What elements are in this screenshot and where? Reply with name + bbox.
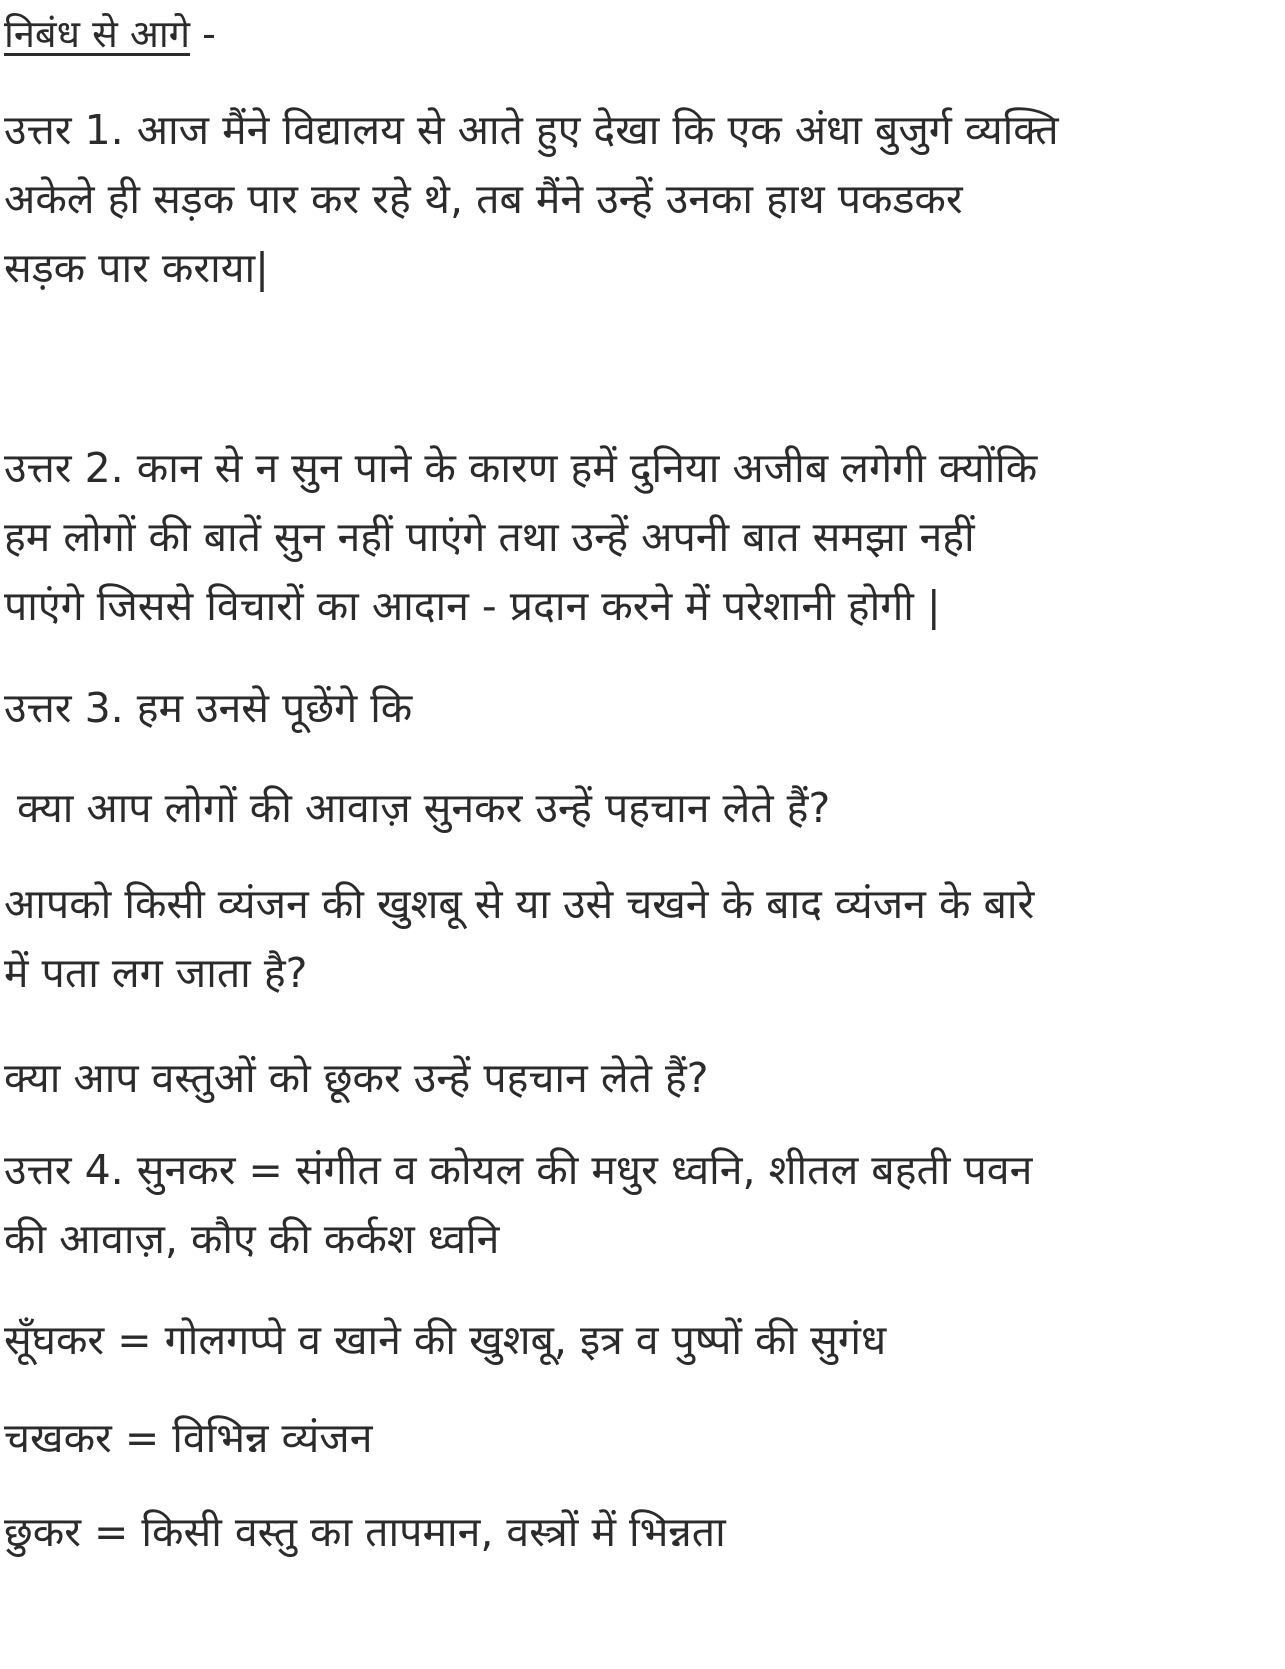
answer-3-intro bbox=[4, 674, 412, 743]
answer-3-intro-line: उत्तर 3. हम उनसे पूछेंगे कि bbox=[4, 684, 413, 732]
answer-4-tasting-line: चखकर = विभिन्न व्यंजन bbox=[4, 1414, 373, 1462]
answer-1 bbox=[4, 96, 1059, 303]
answer-4-touching bbox=[4, 1498, 726, 1567]
answer-3-question-2 bbox=[4, 870, 1034, 1008]
answer-4-tasting bbox=[4, 1404, 373, 1473]
answer-2-line-3: पाएंगे जिससे विचारों का आदान - प्रदान करने में परेशानी होगी | bbox=[4, 582, 941, 630]
answer-3-question-1 bbox=[4, 774, 830, 843]
answer-1-line-3: सड़क पार कराया| bbox=[4, 244, 269, 292]
answer-4-smelling bbox=[4, 1306, 886, 1375]
answer-4-hearing-line-2: की आवाज़, कौए की कर्कश ध्वनि bbox=[4, 1215, 500, 1263]
answer-4-smelling-line: सूँघकर = गोलगप्पे व खाने की खुशबू, इत्र व पुष्पों की सुगंध bbox=[4, 1316, 887, 1364]
answer-2-line-1: उत्तर 2. कान से न सुन पाने के कारण हमें दुनिया अजीब लगेगी क्योंकि bbox=[4, 444, 1038, 492]
answer-2 bbox=[4, 434, 1037, 641]
answer-2-line-2: हम लोगों की बातें सुन नहीं पाएंगे तथा उन्हें अपनी बात समझा नहीं bbox=[4, 513, 975, 561]
answer-3-question-3 bbox=[4, 1044, 709, 1113]
answer-4-touching-line: छुकर = किसी वस्तु का तापमान, वस्त्रों में भिन्नता bbox=[4, 1508, 726, 1556]
answer-1-line-1: उत्तर 1. आज मैंने विद्यालय से आते हुए देखा कि एक अंधा बुजुर्ग व्यक्ति bbox=[4, 106, 1059, 154]
answer-3-question-2-line-1: आपको किसी व्यंजन की खुशबू से या उसे चखने के बाद व्यंजन के बारे bbox=[4, 880, 1035, 928]
section-heading-dash: - bbox=[190, 12, 216, 56]
answer-3-question-3-line: क्या आप वस्तुओं को छूकर उन्हें पहचान लेते हैं? bbox=[4, 1054, 709, 1102]
answer-3-question-2-line-2: में पता लग जाता है? bbox=[4, 949, 308, 997]
answer-4-hearing bbox=[4, 1136, 1032, 1274]
answer-4-hearing-line-1: उत्तर 4. सुनकर = संगीत व कोयल की मधुर ध्वनि, शीतल बहती पवन bbox=[4, 1146, 1033, 1194]
answer-1-line-2: अकेले ही सड़क पार कर रहे थे, तब मैंने उन्हें उनका हाथ पकडकर bbox=[4, 175, 963, 223]
section-heading-title: निबंध से आगे bbox=[4, 12, 191, 56]
section-heading bbox=[4, 4, 216, 64]
answer-3-question-1-line: क्या आप लोगों की आवाज़ सुनकर उन्हें पहचान लेते हैं? bbox=[4, 784, 831, 832]
